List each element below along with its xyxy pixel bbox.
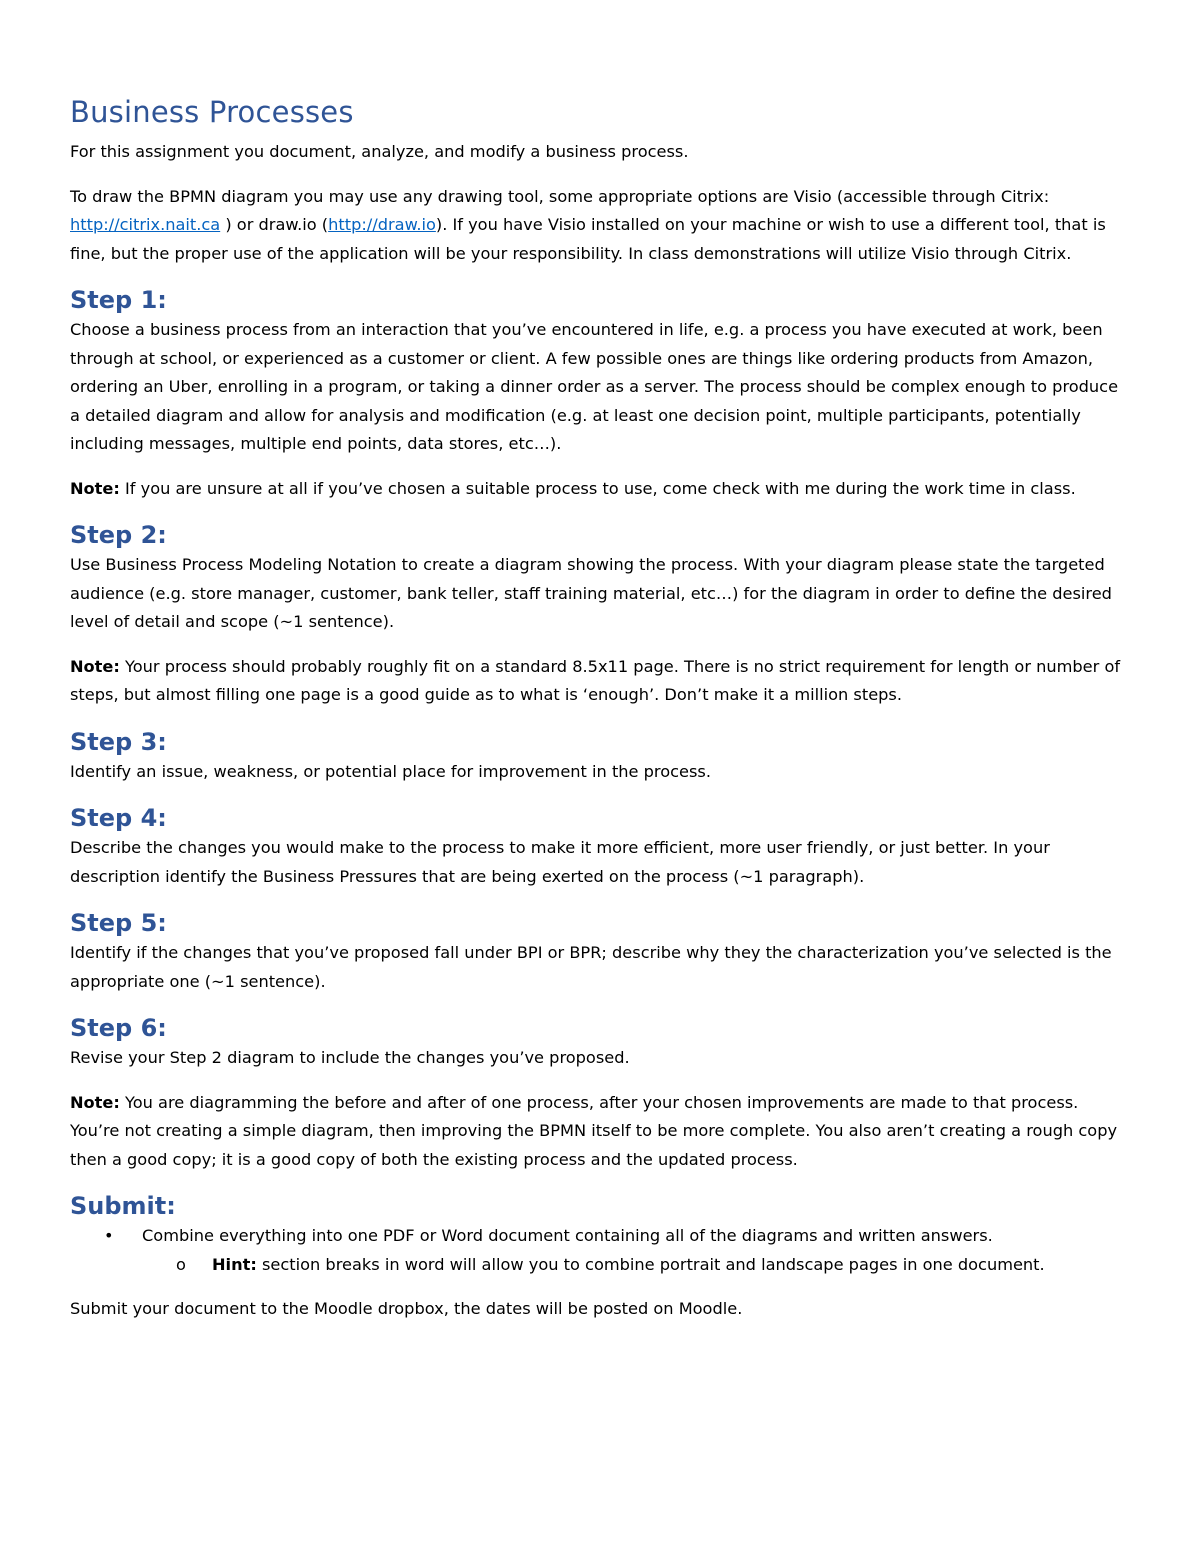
step-6-note xyxy=(70,1089,1130,1175)
submit-heading: Submit: xyxy=(70,1192,176,1220)
step-3-body: Identify an issue, weakness, or potential place for improvement in the process. xyxy=(70,761,712,781)
step-1-body: Choose a business process from an interaction that you’ve encountered in life, e.g. a process you have executed at work, been through at school, or experienced as a customer or client. A few possible ones are things like ordering products from Amazon, ordering an Uber, enrolling in a program, or taking a dinner order as a server. The process should be complex enough to produce a detailed diagram and allow for analysis and modification (e.g. at least one decision point, multiple participants, potentially including messages, multiple end points, data stores, etc…). xyxy=(70,320,1119,453)
step-4-heading: Step 4: xyxy=(70,804,167,832)
hint-text: section breaks in word will allow you to combine portrait and landscape pages in one document. xyxy=(256,1254,1045,1274)
tools-text-c: ). If you have Visio installed on your machine or wish to use a different tool, that is fine, but the proper use of the application will be your responsibility. In class demonstrations will utilize Visio through Citrix. xyxy=(70,215,1106,263)
list-item xyxy=(70,1222,1130,1251)
list-item-text: Combine everything into one PDF or Word document containing all of the diagrams and written answers. xyxy=(142,1226,993,1245)
note-label: Note: xyxy=(70,478,120,498)
step-5-body: Identify if the changes that you’ve proposed fall under BPI or BPR; describe why they the characterization you’ve selected is the appropriate one (~1 sentence). xyxy=(70,943,1112,991)
document-title: Business Processes xyxy=(70,95,354,129)
step-2-note xyxy=(70,653,1130,710)
note-label: Note: xyxy=(70,656,120,676)
tools-text-a: To draw the BPMN diagram you may use any drawing tool, some appropriate options are Visio (accessible through Citrix: xyxy=(70,186,1050,206)
step-5-heading: Step 5: xyxy=(70,909,167,937)
note-text: If you are unsure at all if you’ve chosen a suitable process to use, come check with me during the work time in class. xyxy=(119,478,1076,498)
document-page xyxy=(70,94,1130,1340)
note-text: You are diagramming the before and after of one process, after your chosen improvements are made to that process. You’re not creating a simple diagram, then improving the BPMN itself to be more complete. You also aren’t creating a rough copy then a good copy; it is a good copy of both the existing process and the updated process. xyxy=(70,1092,1118,1169)
note-text: Your process should probably roughly fit on a standard 8.5x11 page. There is no strict requirement for length or number of steps, but almost filling one page is a good guide as to what is ‘enough’. Don’t make it a million steps. xyxy=(70,656,1121,704)
step-6-heading: Step 6: xyxy=(70,1014,167,1042)
citrix-link[interactable]: http://citrix.nait.ca xyxy=(70,215,221,234)
step-3-heading: Step 3: xyxy=(70,727,167,756)
drawio-link[interactable]: http://draw.io xyxy=(328,215,436,234)
list-item xyxy=(70,1251,1130,1280)
bullet-icon: • xyxy=(104,1226,114,1245)
submit-list xyxy=(70,1222,1130,1279)
sub-bullet-icon: o xyxy=(176,1254,186,1274)
note-label: Note: xyxy=(70,1092,120,1112)
closing-paragraph: Submit your document to the Moodle dropbox, the dates will be posted on Moodle. xyxy=(70,1299,743,1318)
intro-paragraph: For this assignment you document, analyze, and modify a business process. xyxy=(70,142,689,161)
step-6-body: Revise your Step 2 diagram to include the changes you’ve proposed. xyxy=(70,1048,630,1067)
tools-text-b: ) or draw.io ( xyxy=(220,215,329,234)
step-1-note xyxy=(70,475,1130,504)
hint-label: Hint: xyxy=(212,1254,257,1274)
step-2-body: Use Business Process Modeling Notation to create a diagram showing the process. With your diagram please state the targeted audience (e.g. store manager, customer, bank teller, staff training material, etc…) for the diagram in order to define the desired level of detail and scope (~1 sentence). xyxy=(70,555,1112,631)
step-4-body: Describe the changes you would make to the process to make it more efficient, more user friendly, or just better. In your description identify the Business Pressures that are being exerted on the process (~1 paragraph). xyxy=(70,838,1050,886)
tools-paragraph xyxy=(70,183,1130,269)
step-1-heading: Step 1: xyxy=(70,286,167,314)
step-2-heading: Step 2: xyxy=(70,521,167,549)
